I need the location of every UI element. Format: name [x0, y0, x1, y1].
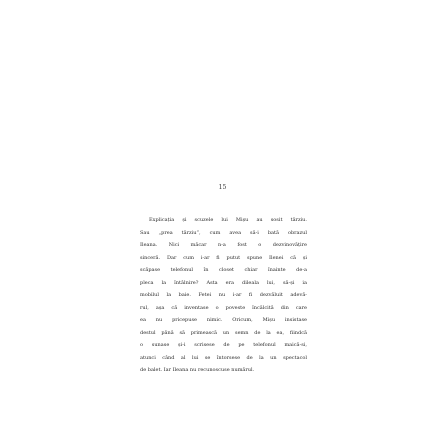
text-line: rul, așa că inventase o poveste încâlcită din care [140, 304, 307, 311]
text-line: de balet. Iar Ileana nu recunoscuse numărul. [140, 367, 255, 373]
text-line: Explicația și scuzele lui Mișu au sosit târziu. [149, 217, 307, 223]
text-line: ea nu pricepuse nimic. Oricum, Mișu insistase [140, 317, 307, 323]
text-line: sinceră. Dar cum i-ar fi putut spune Ilenei că și [140, 254, 307, 261]
page-number: 15 [218, 184, 227, 191]
text-line: mobilul la baie. Fetei nu i-ar fi dezvăluit adevă- [140, 292, 307, 298]
text-line: Sau „prea târziu”, cum avea să-i bată obrazul [140, 229, 307, 236]
text-line: pleca la întâlnire? Asta era dileala lui, să-și ia [140, 279, 307, 286]
text-line: o sunase și-i scrisese de pe telefonul maică-si, [140, 342, 307, 348]
text-line: Ileana. Nici măcar n-a fost o dezvinovățire [140, 242, 307, 248]
text-line: destul până să primească un semn de la ea, fiindcă [140, 329, 307, 336]
body-text [140, 214, 307, 377]
text-line: atunci când al lui se întorsese de la un spectacol [140, 354, 307, 361]
text-line: scăpase telefonul în closet chiar înainte de-a [140, 267, 307, 273]
